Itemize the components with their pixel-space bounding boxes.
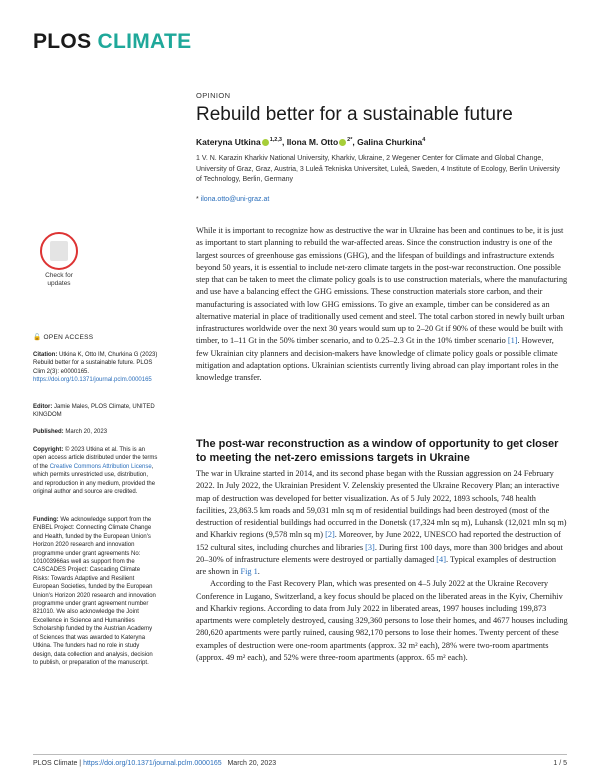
check-updates-icon <box>40 232 78 270</box>
author-name[interactable]: Kateryna Utkina <box>196 137 261 147</box>
paragraph-text: . <box>257 567 260 576</box>
open-access-text: OPEN ACCESS <box>43 334 94 341</box>
check-updates-label: Check for updates <box>45 272 73 287</box>
intro-text-end: . However, few Ukrainian city planners and decision-makers have knowledge of climate policy goals or possible climate mitigation and adaptation options. Ukrainian scientists currently living abroad can play important roles in the knowledge transfer. <box>196 336 559 382</box>
open-access-label <box>33 334 158 342</box>
article-type: OPINION <box>196 91 231 100</box>
open-access-lock-icon: 🔓 <box>33 334 42 341</box>
reference-link[interactable]: [1] <box>507 336 518 346</box>
corresponding-email-link[interactable]: ilona.otto@uni-graz.at <box>200 196 270 203</box>
affiliations: 1 V. N. Karazin Kharkiv National University, Kharkiv, Ukraine, 2 Wegener Center for Climate and Global Change, University of Graz, Graz, Austria, 3 Luleå Tekniska Universitet, Luleå, Sweden, 4 Institute of Ecology, Berlin University of Technology, Berlin, Germany <box>196 155 560 183</box>
citation-text: Utkina K, Otto IM, Churkina G (2023) Rebuild better for a sustainable future. PLOS Clim 2(3): e0000165. <box>33 352 158 375</box>
footer-doi-link[interactable]: https://doi.org/10.1371/journal.pclm.0000165 <box>83 760 222 767</box>
published-label: Published: <box>33 429 64 435</box>
author-list: Kateryna Utkina $^{1,2,3}$, Ilona M. Otto $^{2*}$, Galina Churkina$^4$ <box>196 137 426 147</box>
paragraph-text: . During first 100 days, more than 300 bridges and about 20–30% of infrastructure elements were destroyed or partially damaged <box>196 542 563 564</box>
funding-label: Funding: <box>33 517 59 523</box>
author-name[interactable]: Ilona M. Otto <box>286 137 339 147</box>
section-heading: The post-war reconstruction as a window of opportunity to get closer to meeting the net-zero emissions targets in Ukraine <box>196 438 559 464</box>
article-title: Rebuild better for a sustainable future <box>196 104 513 125</box>
editor-block <box>33 403 158 420</box>
corresponding-star: * <box>196 196 199 203</box>
body-paragraphs <box>196 468 568 664</box>
logo-climate: CLIMATE <box>97 30 192 53</box>
footer-journal: PLOS Climate <box>33 760 78 767</box>
published-date: March 20, 2023 <box>65 429 108 435</box>
author-affiliation-marker: 2* <box>347 137 353 144</box>
license-link[interactable]: Creative Commons Attribution License <box>49 463 152 470</box>
reference-link[interactable]: [3] <box>365 542 375 552</box>
reference-link[interactable]: [4] <box>436 554 446 564</box>
orcid-icon[interactable] <box>339 139 346 146</box>
citation-doi-link[interactable]: https://doi.org/10.1371/journal.pclm.0000165 <box>33 377 152 384</box>
citation-label: Citation: <box>33 352 58 358</box>
author-affiliation-marker: 4 <box>422 137 426 144</box>
reference-link[interactable]: [2] <box>325 530 335 540</box>
editor-text: Jamie Males, PLOS Climate, UNITED KINGDOM <box>33 404 155 419</box>
orcid-icon[interactable] <box>262 139 269 146</box>
page-number: 1 / 5 <box>553 760 567 767</box>
intro-text: While it is important to recognize how as destructive the war in Ukraine has been and continues to be, it is just as important to start planning to rebuild the war-affected areas. Since the construction industry is one of the largest sources of greenhouse gas emissions (GHG), and the lifespan of buildings and infrastructure extends beyond 50 years, it is essential to include net-zero climate targets in the post-war reconstruction. One possible step that can be taken to meet the climate policy goals is to use construction materials, where the manufacturing and use have a balancing effect the GHG emissions. These construction materials store carbon, and their manufacturing is associated with low GHG emissions. To give an example, timber can be considered as an alternative material in place of traditionally used cement and steel. The total carbon stored in newly built urban infrastructures worldwide over the next 30 years would sum up to 2–20 Gt if 90% of these would be built with timber, to 1–11 Gt in the 50% timber scenario, and to 0.25–2.3 Gt in the 10% timber scenario <box>196 226 568 346</box>
funding-text: We acknowledge support from the ENBEL Project: Connecting Climate Change and Health, funded by the European Union's Horizon 2020 research and innovation programme under grant agreements No: 101003966as well as support from the CASCADES Project: Cascading Climate Risks: Towards Adaptive and Resilient European Societies, funded by the European Union's Horizon 2020 research and innovation programme under grant agreement number 821010. We also acknowledge the Joint Excellence in Science and Humanities Scholarship funded by the Austrian Academy of Sciences that was awarded to Kateryna Utkina. The funders had no role in study design, data collection and analysis, decision to publish, or preparation of the manuscript. <box>33 517 156 666</box>
editor-label: Editor: <box>33 404 53 410</box>
paragraph-text: According to the Fast Recovery Plan, which was presented on 4–5 July 2022 at the Ukraine Recovery Conference in Lugano, Switzerland, a key focus should be placed on the liberated areas in the Kyiv, Chernihiv and Kharkiv regions. According to data from July 2022 in liberated areas, 1997 houses including 199,873 apartments were completely destroyed, causing 329,360 persons to lose their homes, and 4677 houses including 280,620 apartments were partly ruined, causing 982,170 persons to lose their homes. Twenty percent of these examples of destruction were one-room apartments (approx. 32 m² each), 28% were two-room apartments (approx. 49 m² each), and 52% were three-room apartments (approx. 65 m² each). <box>196 579 568 662</box>
published-block <box>33 428 158 436</box>
funding-block <box>33 516 158 667</box>
copyright-text-end: , which permits unrestricted use, distribution, and reproduction in any medium, provided the original author and source are credited. <box>33 463 156 496</box>
author-affiliation-marker: 1,2,3 <box>269 137 282 144</box>
intro-paragraph <box>196 225 568 384</box>
author-name[interactable]: Galina Churkina <box>357 137 423 147</box>
copyright-text: © 2023 Utkina et al. This is an open access article distributed under the terms of the <box>33 447 158 470</box>
page-footer: PLOS Climate | https://doi.org/10.1371/journal.pclm.0000165 March 20, 2023 <box>33 760 277 767</box>
check-for-updates-badge[interactable] <box>36 232 82 290</box>
citation-block <box>33 351 158 385</box>
corresponding-author <box>196 196 269 203</box>
paragraph-text: . Moreover, by June 2022, UNESCO had reported the destruction of 152 cultural sites, including churches and libraries <box>196 530 561 552</box>
footer-date: March 20, 2023 <box>227 760 277 767</box>
paragraph-text: . Typical examples of destruction are shown in <box>196 554 557 576</box>
journal-logo <box>33 30 191 54</box>
figure-link[interactable]: Fig 1 <box>240 567 258 576</box>
footer-divider <box>33 754 567 755</box>
paragraph-text: The war in Ukraine started in 2014, and its second phase began with the Russian aggression on 24 February 2022. In July 2022, the Ukrainian President V. Zelenskiy presented the Ukraine Recovery Plan; an interactive map of destruction was developed for better visualization. As of 5 July 2022, 1893 schools, 748 health facilities, 23,863.5 km roads and 59,031 mln sq m of residential buildings had been destroyed (most of the destruction of residential buildings had occurred in the Donetsk (17,324 mln sq m), Luhansk (12,021 mln sq m) and Kharkiv regions (9,578 mln sq m) <box>196 469 567 540</box>
copyright-label: Copyright: <box>33 447 64 453</box>
copyright-block <box>33 446 158 496</box>
logo-plos: PLOS <box>33 30 92 53</box>
